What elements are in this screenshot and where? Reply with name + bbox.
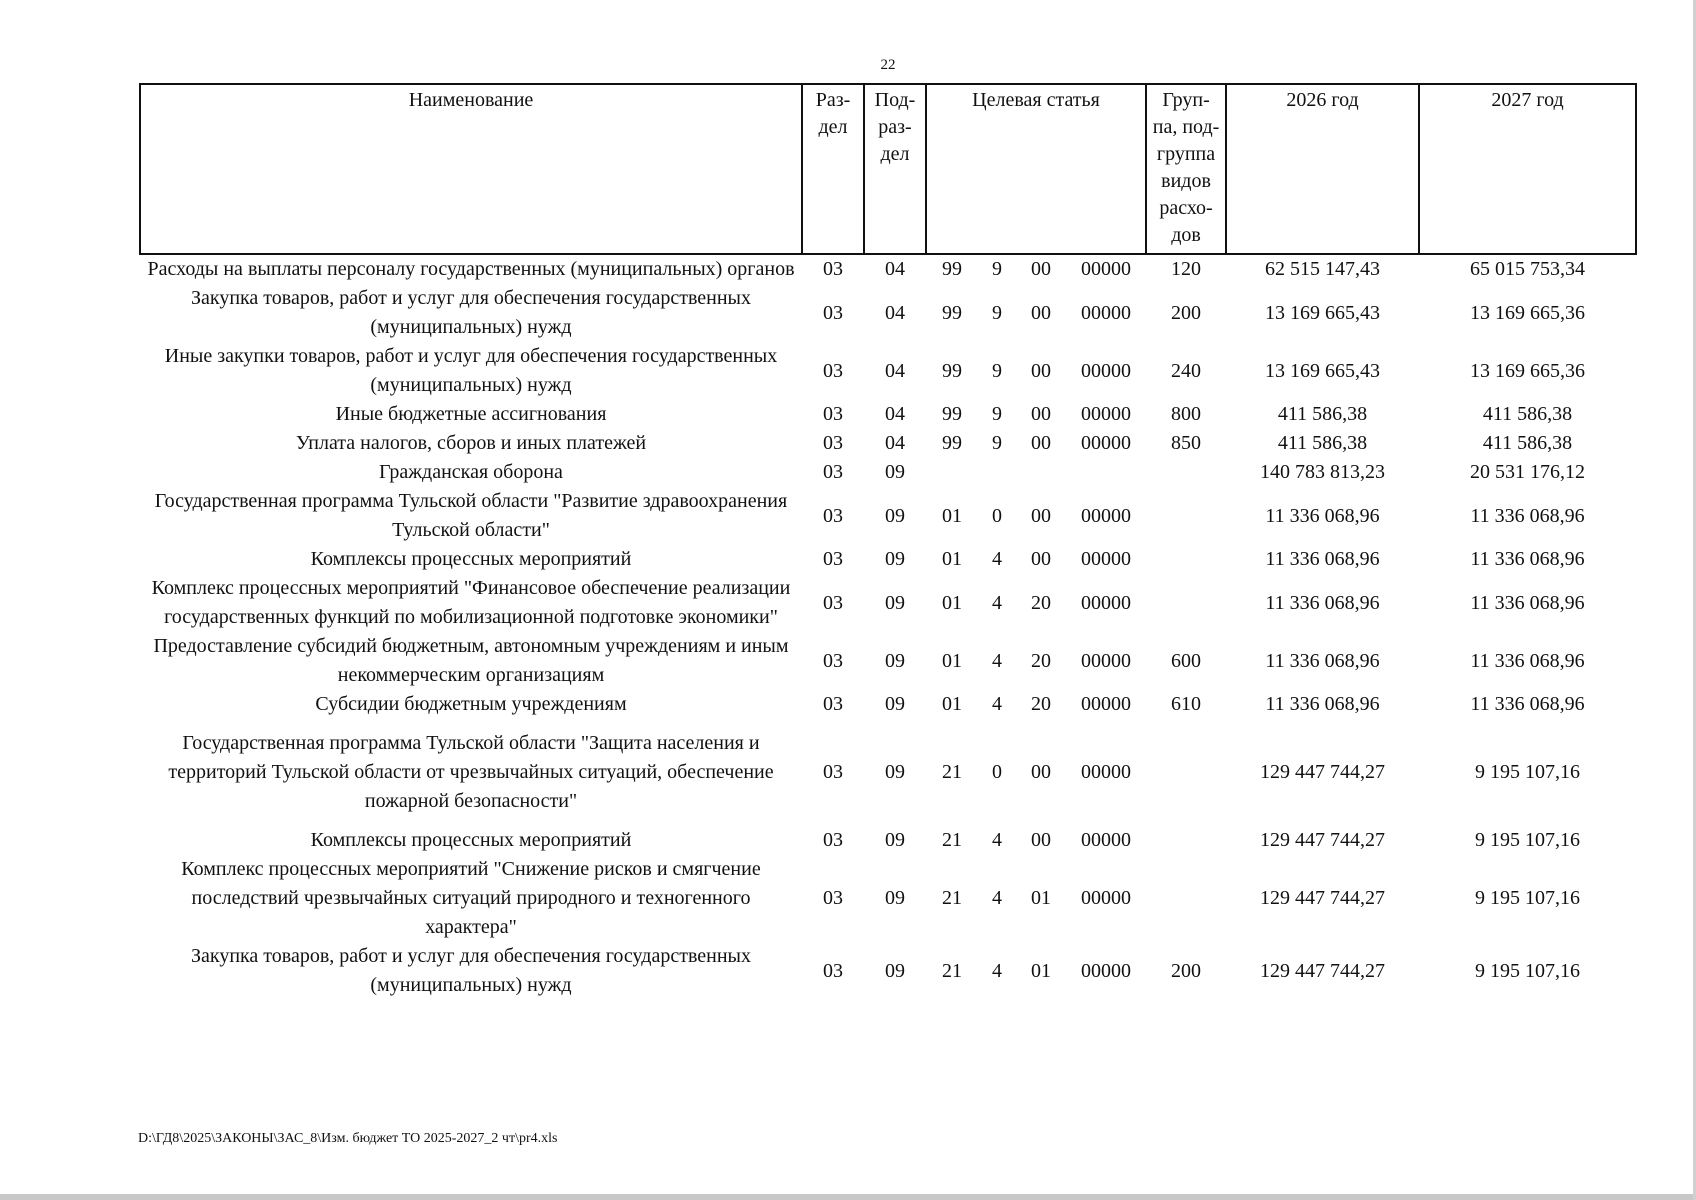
row-amount-2027: 411 586,38 bbox=[1482, 432, 1573, 454]
row-target-code-direction bbox=[1016, 458, 1066, 487]
row-amount-2026: 11 336 068,96 bbox=[1265, 649, 1380, 672]
row-podrazdel: 04 bbox=[885, 359, 905, 382]
row-name: Иные закупки товаров, работ и услуг для обеспечения государственных (муниципальных) нужд bbox=[164, 345, 778, 396]
header-2026: 2026 год bbox=[1226, 84, 1419, 254]
row-razdel: 03 bbox=[823, 432, 843, 454]
row-target-code-program: 01 bbox=[942, 693, 962, 715]
row-amount-2026: 129 447 744,27 bbox=[1260, 959, 1386, 982]
row-expense-group bbox=[1146, 545, 1226, 574]
row-target-code-program: 99 bbox=[942, 258, 962, 280]
row-target-code-detail: 00000 bbox=[1081, 649, 1132, 672]
row-expense-group: 200 bbox=[1171, 959, 1202, 982]
row-name: Комплекс процессных мероприятий "Финансовое обеспечение реализации государственных функций по мобилизационной подготовке экономики" bbox=[151, 577, 791, 628]
row-amount-2027: 9 195 107,16 bbox=[1475, 887, 1581, 909]
row-target-code-program: 01 bbox=[942, 591, 962, 614]
table-row bbox=[140, 574, 1636, 632]
row-target-code-direction: 01 bbox=[1031, 887, 1051, 909]
table-row bbox=[140, 284, 1636, 342]
row-name: Государственная программа Тульской области "Развитие здравоохранения Тульской области" bbox=[154, 490, 788, 541]
row-razdel: 03 bbox=[823, 887, 843, 909]
row-podrazdel: 09 bbox=[885, 504, 905, 527]
row-razdel: 03 bbox=[823, 258, 843, 280]
row-target-code-type bbox=[978, 458, 1016, 487]
table-row bbox=[140, 487, 1636, 545]
table-row bbox=[140, 458, 1636, 487]
row-podrazdel: 04 bbox=[885, 258, 905, 280]
table-body bbox=[140, 254, 1636, 1000]
row-amount-2027: 13 169 665,36 bbox=[1470, 301, 1586, 324]
scan-edge-bottom bbox=[0, 1194, 1696, 1200]
row-target-code-type: 4 bbox=[992, 591, 1002, 614]
row-podrazdel: 09 bbox=[885, 693, 905, 715]
row-razdel: 03 bbox=[823, 461, 843, 483]
row-target-code-detail: 00000 bbox=[1081, 403, 1132, 425]
row-name: Закупка товаров, работ и услуг для обеспечения государственных (муниципальных) нужд bbox=[190, 945, 751, 996]
row-target-code-detail bbox=[1066, 458, 1146, 487]
table-row bbox=[140, 400, 1636, 429]
row-target-code-detail: 00000 bbox=[1081, 591, 1132, 614]
row-expense-group bbox=[1146, 719, 1226, 826]
row-target-code-type: 9 bbox=[992, 359, 1002, 382]
row-podrazdel: 09 bbox=[885, 959, 905, 982]
row-target-code-type: 4 bbox=[992, 649, 1002, 672]
row-name: Комплексы процессных мероприятий bbox=[310, 829, 632, 851]
row-amount-2026: 13 169 665,43 bbox=[1265, 359, 1381, 382]
page-number: 22 bbox=[880, 57, 896, 73]
table-row bbox=[140, 719, 1636, 826]
row-podrazdel: 09 bbox=[885, 591, 905, 614]
row-name: Комплексы процессных мероприятий bbox=[310, 548, 632, 570]
row-podrazdel: 09 bbox=[885, 649, 905, 672]
row-target-code-direction: 00 bbox=[1031, 829, 1051, 851]
row-target-code-direction: 20 bbox=[1031, 591, 1051, 614]
row-name: Предоставление субсидий бюджетным, автономным учреждениям и иным некоммерческим организациям bbox=[153, 635, 789, 686]
row-amount-2027: 11 336 068,96 bbox=[1470, 693, 1585, 715]
row-target-code-type: 4 bbox=[992, 959, 1002, 982]
row-target-code-type: 9 bbox=[992, 258, 1002, 280]
row-name: Расходы на выплаты персоналу государственных (муниципальных) органов bbox=[147, 258, 795, 280]
row-name: Иные бюджетные ассигнования bbox=[335, 403, 607, 425]
row-podrazdel: 09 bbox=[885, 461, 905, 483]
row-expense-group: 200 bbox=[1171, 301, 1202, 324]
row-expense-group: 600 bbox=[1171, 649, 1202, 672]
row-name: Гражданская оборона bbox=[379, 461, 563, 483]
row-expense-group: 850 bbox=[1171, 432, 1202, 454]
row-amount-2026: 411 586,38 bbox=[1277, 403, 1368, 425]
row-amount-2027: 11 336 068,96 bbox=[1470, 548, 1585, 570]
row-target-code-direction: 20 bbox=[1031, 649, 1051, 672]
row-target-code-detail: 00000 bbox=[1081, 432, 1132, 454]
row-target-code-program: 99 bbox=[942, 359, 962, 382]
table-row bbox=[140, 342, 1636, 400]
table-row bbox=[140, 690, 1636, 719]
row-amount-2027: 9 195 107,16 bbox=[1475, 959, 1581, 982]
row-amount-2027: 11 336 068,96 bbox=[1470, 504, 1585, 527]
row-expense-group bbox=[1146, 826, 1226, 855]
table-row bbox=[140, 632, 1636, 690]
row-target-code-direction: 00 bbox=[1031, 504, 1051, 527]
row-amount-2026: 11 336 068,96 bbox=[1265, 591, 1380, 614]
row-target-code-direction: 00 bbox=[1031, 432, 1051, 454]
row-name: Субсидии бюджетным учреждениям bbox=[315, 693, 627, 715]
row-razdel: 03 bbox=[823, 301, 843, 324]
row-target-code-direction: 00 bbox=[1031, 359, 1051, 382]
header-2027: 2027 год bbox=[1419, 84, 1636, 254]
row-amount-2026: 62 515 147,43 bbox=[1265, 258, 1381, 280]
row-target-code-detail: 00000 bbox=[1081, 359, 1132, 382]
row-target-code-program: 99 bbox=[942, 301, 962, 324]
row-target-code-program: 99 bbox=[942, 432, 962, 454]
row-razdel: 03 bbox=[823, 504, 843, 527]
row-target-code-direction: 20 bbox=[1031, 693, 1051, 715]
row-target-code-detail: 00000 bbox=[1081, 301, 1132, 324]
row-razdel: 03 bbox=[823, 403, 843, 425]
row-target-code-direction: 00 bbox=[1031, 403, 1051, 425]
row-name: Государственная программа Тульской области "Защита населения и территорий Тульской области от чрезвычайных ситуаций, обеспечение пожарной безопасности" bbox=[168, 732, 774, 812]
row-amount-2026: 129 447 744,27 bbox=[1260, 761, 1386, 783]
row-amount-2026: 129 447 744,27 bbox=[1260, 829, 1386, 851]
row-target-code-type: 0 bbox=[992, 504, 1002, 527]
table-row bbox=[140, 429, 1636, 458]
header-gruppa: Груп- па, под- группа видов расхо- дов bbox=[1146, 84, 1226, 254]
row-amount-2027: 20 531 176,12 bbox=[1470, 461, 1586, 483]
row-name: Закупка товаров, работ и услуг для обеспечения государственных (муниципальных) нужд bbox=[190, 287, 751, 338]
table-header-row bbox=[140, 84, 1636, 254]
table-row bbox=[140, 855, 1636, 942]
row-podrazdel: 09 bbox=[885, 829, 905, 851]
row-target-code-program: 21 bbox=[942, 829, 962, 851]
row-target-code-program bbox=[926, 458, 978, 487]
file-path-footer: D:\ГД8\2025\ЗАКОНЫ\ЗАС_8\Изм. бюджет ТО 2025-2027_2 чт\pr4.xls bbox=[138, 1131, 558, 1146]
row-target-code-detail: 00000 bbox=[1081, 693, 1132, 715]
row-target-code-type: 9 bbox=[992, 432, 1002, 454]
row-target-code-program: 01 bbox=[942, 548, 962, 570]
row-amount-2026: 13 169 665,43 bbox=[1265, 301, 1381, 324]
row-target-code-program: 99 bbox=[942, 403, 962, 425]
row-expense-group bbox=[1146, 487, 1226, 545]
row-expense-group: 800 bbox=[1171, 403, 1202, 425]
row-target-code-detail: 00000 bbox=[1081, 887, 1132, 909]
row-target-code-detail: 00000 bbox=[1081, 258, 1132, 280]
row-amount-2027: 65 015 753,34 bbox=[1470, 258, 1586, 280]
row-name: Уплата налогов, сборов и иных платежей bbox=[295, 432, 647, 454]
row-podrazdel: 09 bbox=[885, 548, 905, 570]
row-podrazdel: 04 bbox=[885, 301, 905, 324]
row-amount-2027: 9 195 107,16 bbox=[1475, 829, 1581, 851]
row-target-code-detail: 00000 bbox=[1081, 959, 1132, 982]
table-row bbox=[140, 254, 1636, 284]
row-target-code-direction: 00 bbox=[1031, 258, 1051, 280]
row-name: Комплекс процессных мероприятий "Снижение рисков и смягчение последствий чрезвычайных ситуаций природного и техногенного характера" bbox=[181, 858, 761, 938]
row-razdel: 03 bbox=[823, 761, 843, 783]
row-amount-2026: 129 447 744,27 bbox=[1260, 887, 1386, 909]
row-target-code-detail: 00000 bbox=[1081, 548, 1132, 570]
row-amount-2026: 11 336 068,96 bbox=[1265, 548, 1380, 570]
row-amount-2026: 11 336 068,96 bbox=[1265, 504, 1380, 527]
row-target-code-program: 21 bbox=[942, 761, 962, 783]
row-expense-group bbox=[1146, 574, 1226, 632]
row-target-code-detail: 00000 bbox=[1081, 829, 1132, 851]
header-celevaya-statya: Целевая статья bbox=[926, 84, 1146, 254]
table-row bbox=[140, 545, 1636, 574]
row-razdel: 03 bbox=[823, 649, 843, 672]
row-target-code-program: 01 bbox=[942, 649, 962, 672]
row-podrazdel: 04 bbox=[885, 403, 905, 425]
row-target-code-type: 9 bbox=[992, 301, 1002, 324]
row-target-code-direction: 01 bbox=[1031, 959, 1051, 982]
row-target-code-type: 4 bbox=[992, 693, 1002, 715]
row-expense-group: 610 bbox=[1171, 693, 1202, 715]
row-target-code-type: 4 bbox=[992, 887, 1002, 909]
header-name: Наименование bbox=[140, 84, 802, 254]
row-amount-2027: 411 586,38 bbox=[1482, 403, 1573, 425]
row-expense-group bbox=[1146, 855, 1226, 942]
row-expense-group: 120 bbox=[1171, 258, 1202, 280]
row-amount-2026: 140 783 813,23 bbox=[1260, 461, 1386, 483]
row-target-code-type: 4 bbox=[992, 829, 1002, 851]
row-razdel: 03 bbox=[823, 959, 843, 982]
row-target-code-type: 0 bbox=[992, 761, 1002, 783]
row-amount-2027: 11 336 068,96 bbox=[1470, 649, 1585, 672]
row-target-code-detail: 00000 bbox=[1081, 504, 1132, 527]
row-expense-group: 240 bbox=[1171, 359, 1202, 382]
header-razdel: Раз- дел bbox=[802, 84, 864, 254]
row-razdel: 03 bbox=[823, 829, 843, 851]
row-amount-2027: 11 336 068,96 bbox=[1470, 591, 1585, 614]
row-amount-2027: 13 169 665,36 bbox=[1470, 359, 1586, 382]
row-amount-2026: 11 336 068,96 bbox=[1265, 693, 1380, 715]
row-target-code-direction: 00 bbox=[1031, 548, 1051, 570]
row-amount-2026: 411 586,38 bbox=[1277, 432, 1368, 454]
row-amount-2027: 9 195 107,16 bbox=[1475, 761, 1581, 783]
row-podrazdel: 04 bbox=[885, 432, 905, 454]
row-razdel: 03 bbox=[823, 548, 843, 570]
row-target-code-type: 4 bbox=[992, 548, 1002, 570]
row-razdel: 03 bbox=[823, 693, 843, 715]
header-podrazdel: Под- раз- дел bbox=[864, 84, 926, 254]
row-razdel: 03 bbox=[823, 591, 843, 614]
row-podrazdel: 09 bbox=[885, 887, 905, 909]
budget-table bbox=[139, 83, 1637, 1000]
row-razdel: 03 bbox=[823, 359, 843, 382]
row-target-code-type: 9 bbox=[992, 403, 1002, 425]
row-podrazdel: 09 bbox=[885, 761, 905, 783]
row-target-code-program: 01 bbox=[942, 504, 962, 527]
row-target-code-direction: 00 bbox=[1031, 761, 1051, 783]
row-target-code-program: 21 bbox=[942, 887, 962, 909]
row-expense-group bbox=[1146, 458, 1226, 487]
row-target-code-program: 21 bbox=[942, 959, 962, 982]
row-target-code-direction: 00 bbox=[1031, 301, 1051, 324]
row-target-code-detail: 00000 bbox=[1081, 761, 1132, 783]
table-row bbox=[140, 942, 1636, 1000]
table-row bbox=[140, 826, 1636, 855]
